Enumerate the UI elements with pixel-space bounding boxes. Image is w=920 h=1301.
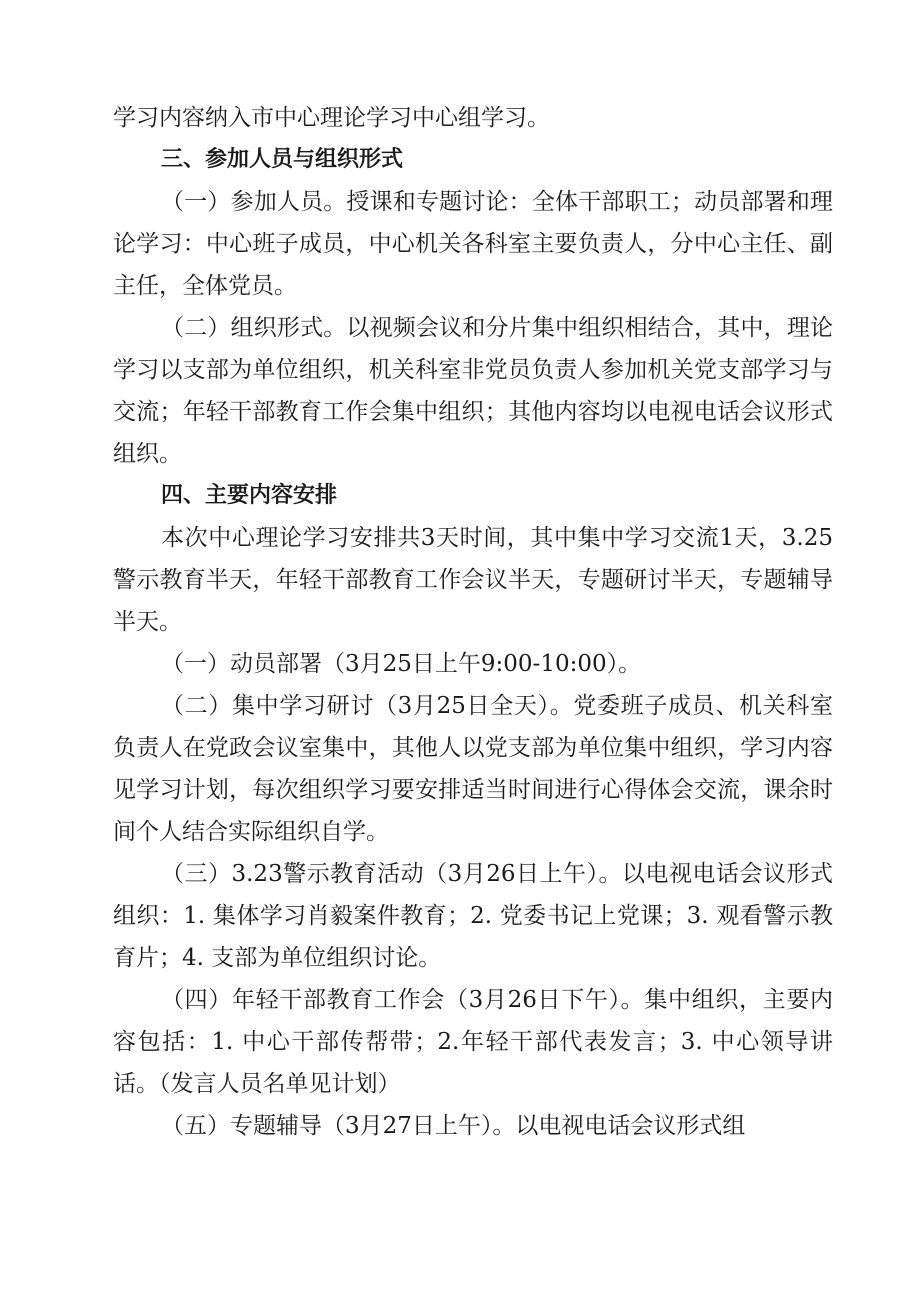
paragraph-item-young-cadres-meeting: （四）年轻干部教育工作会（3月26日下午）。集中组织，主要内容包括：1. 中心干部传帮带；2.年轻干部代表发言；3. 中心领导讲话。（发言人员名单见计划） [113,987,833,1097]
paragraph-intro-tail: 学习内容纳入市中心理论学习中心组学习。 [113,105,550,131]
paragraph-item-warning-education: （三）3.23警示教育活动（3月26日上午）。以电视电话会议形式组织：1. 集体学习肖毅案件教育；2. 党委书记上党课；3. 观看警示教育片；4. 支部为单位组织讨论。 [113,861,833,971]
paragraph-item-centralized-study: （二）集中学习研讨（3月25日全天）。党委班子成员、机关科室负责人在党政会议室集中，其他人以党支部为单位集中组织，学习内容见学习计划，每次组织学习要安排适当时间进行心得体会交流，课余时间个人结合实际组织自学。 [113,693,833,845]
paragraph-participants: （一）参加人员。授课和专题讨论：全体干部职工；动员部署和理论学习：中心班子成员，中心机关各科室主要负责人，分中心主任、副主任，全体党员。 [113,189,833,299]
document-body [113,97,833,1147]
section-heading-participants: 三、参加人员与组织形式 [161,147,404,172]
section-heading-main-content: 四、主要内容安排 [161,483,338,508]
paragraph-item-special-tutoring: （五）专题辅导（3月27日上午）。以电视电话会议形式组 [161,1113,746,1139]
paragraph-item-mobilization: （一）动员部署（3月25日上午9:00-10:00）。 [161,651,642,677]
paragraph-organization-format: （二）组织形式。以视频会议和分片集中组织相结合，其中，理论学习以支部为单位组织，机关科室非党员负责人参加机关党支部学习与交流；年轻干部教育工作会集中组织；其他内容均以电视电话会议形式组织。 [113,315,833,467]
paragraph-overview: 本次中心理论学习安排共3天时间，其中集中学习交流1天，3.25警示教育半天，年轻干部教育工作会议半天，专题研讨半天，专题辅导半天。 [113,525,833,635]
